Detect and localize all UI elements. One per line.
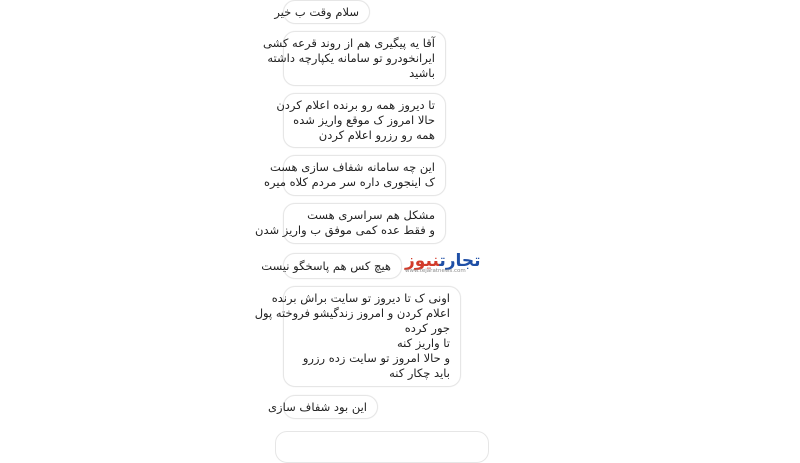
message-line: اعلام کردن و امروز زندگیشو فروخته پول <box>254 306 450 320</box>
message-input-edge[interactable] <box>275 431 489 463</box>
message-bubble <box>263 31 446 86</box>
message-line: مشکل هم سراسری هست <box>307 208 435 222</box>
message-line: اونی ک تا دیروز تو سایت براش برنده <box>271 291 450 305</box>
message-line: باشید <box>409 66 435 80</box>
message-bubble <box>254 286 461 387</box>
logo-url: www.tejaratnews.com <box>405 268 466 274</box>
message-line: همه رو رزرو اعلام کردن <box>318 128 435 142</box>
message-bubble <box>274 0 370 24</box>
message-line: ایرانخودرو تو سامانه یکپارچه داشته <box>267 51 435 65</box>
message-line: باید چکار کنه <box>389 366 450 380</box>
message-line: حالا امروز ک موقع واریز شده <box>293 113 435 127</box>
tejaratnews-logo <box>405 251 481 274</box>
message-bubble <box>276 93 446 148</box>
message-line: تا واریز کنه <box>397 336 450 350</box>
message-bubble <box>268 395 378 419</box>
message-line: تا دیروز همه رو برنده اعلام کردن <box>276 98 435 112</box>
message-bubble <box>255 203 446 244</box>
logo-word-part1: تجارت <box>439 251 481 271</box>
message-bubble <box>261 253 402 279</box>
logo-word-part2: نیوز <box>405 251 440 271</box>
message-line: این بود شفاف سازی <box>268 400 367 414</box>
message-line: سلام وقت ب خیر <box>274 5 359 19</box>
message-line: آقا یه پیگیری هم از روند قرعه کشی <box>263 36 435 50</box>
message-line: و حالا امروز تو سایت زده رزرو <box>302 351 450 365</box>
message-line: این چه سامانه شفاف سازی هست <box>269 160 435 174</box>
message-bubble <box>264 155 446 196</box>
message-line: هیچ کس هم پاسخگو نیست <box>261 259 391 273</box>
message-line: و فقط عده کمی موفق ب واریز شدن <box>255 223 435 237</box>
message-line: جور کرده <box>404 321 450 335</box>
message-line: ک اینجوری داره سر مردم کلاه میره <box>264 175 435 189</box>
